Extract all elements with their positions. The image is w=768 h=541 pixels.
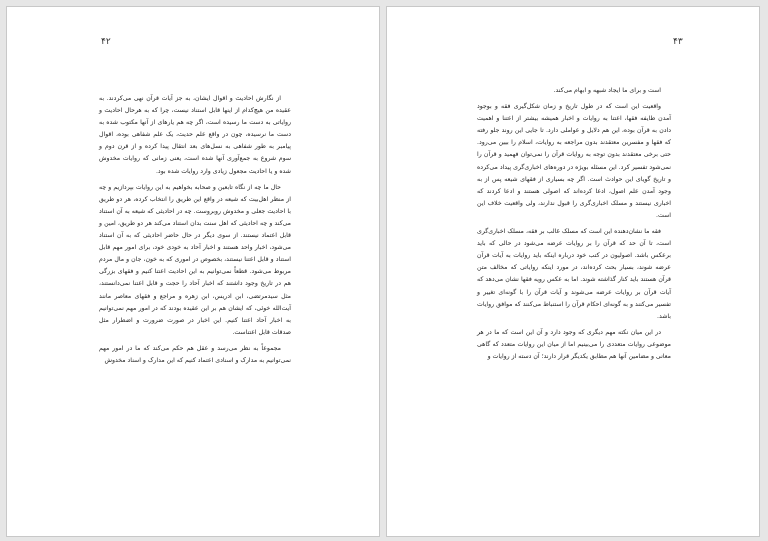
page-number: ۴۲ bbox=[101, 37, 111, 47]
paragraph: مجموعاً به نظر می‌رسد و عقل هم حکم می‌کند که ما در امور مهم نمی‌توانیم به مدارک و اسنادی اعتماد کنیم که این مدارک و اسناد مخدوش bbox=[99, 344, 291, 364]
paragraph: در این میان نکته مهم دیگری که وجود دارد و آن این است که ما در هر موضوعی روایات متعددی را می‌بینیم اما از میان این روایات متعدد که گاهی معانی و مضامین آنها هم مطابق یکدیگر قرار دارند؛ آن دسته از روایات و bbox=[477, 328, 671, 360]
right-page bbox=[386, 6, 760, 537]
paragraph: واقعیت این است که در طول تاریخ و زمان شکل‌گیری فقه و بوجود آمدن طایفه فقها، اعتنا به روایات و اخبار همیشه بیشتر از اعتنا و اهمیت دادن به قرآن بوده، این هم دلایل و عواملی دارد. تا جایی این روند جلو رفته که فقها و مفسرین معتقدند بدون مراجعه به روایات، اسلام را بیین می‌رود. حتی برخی معتقدند بدون توجه به روایات قرآن را نمی‌توان فهمید و قرآن را نمی‌شود تفسیر کرد. این مسئله بویژه در دوره‌های اخباری‌گری پیداد می‌کرده و تاریخ گویای این حوادث است. اگر چه بسیاری از فقهای شیعه پس از به وجود آمدن علم اصول، ادعا کرده‌اند که اصولی هستند و ادعا کردند که اخباری نیستند و مسلک اخباری‌گری را قبول ندارند، ولی واقعیت خلاف این است. bbox=[477, 103, 671, 219]
left-page bbox=[6, 6, 380, 537]
paragraph: از نگارش احادیث و اقوال ایشان، به جز آیات قرآن نهی می‌کردند. به عقیده من هیچ‌کدام از اینها قابل استناد نیست، چرا که به هرحال احادیث و روایاتی به دست ما رسیده است، اگر چه هم یارهای از آنها مکتوب شده به دست ما نرسیده، چون در واقع علم حدیث، یک علم شفاهی بوده، اقوال پیامبر به طور شفاهی به نسل‌های بعد انتقال پیدا کرده و از قرن دوم و سوم شروع به جمع‌آوری آنها شده است، یعنی زمانی که روایات مخدوش شده و یا احادیث مجعول زیادی وارد روایات شده بود. bbox=[99, 95, 291, 175]
paragraph: فقه ما نشان‌دهنده این است که مسلک غالب بر فقه، مسلک اخباری‌گری است، تا آن حد که قرآن را بر روایات عرضه می‌شود در حالی که باید برعکس باشد. اصولیون در کتب خود درباره اینکه باید روایات به آیات قرآن عرضه شوند، بسیار بحث کرده‌اند، در مورد اینکه روایاتی که مخالف متن قرآن هستند باید کنار گذاشته شوند. اما به عکس رویه فقها نشان می‌دهد که آیات قرآن بر روایات عرضه می‌شوند و آیات قرآن را با گونه‌ای تغییر و تفسیر می‌کنند و به گونه‌ای احکام قرآن را استنباط می‌کنند که موافق روایات باشد. bbox=[477, 228, 671, 320]
paragraph: حال ما چه از نگاه تابعین و صحابه بخواهیم به این روایات بپردازیم و چه از منظر اهل‌بیت که شیعه در واقع این طریق را انتخاب کرده، هر دو طریق با احادیث جعلی و مخدوش روبروست. چه در احادیثی که شیعه به آن استناد می‌کند و چه احادیثی که اهل سنت بدان استناد می‌کند هر دو طریق، امین و قابل اعتماد نیستند. از سوی دیگر در حال حاضر احادیثی که به آن استناد می‌شود، اخبار واحد هستند و اخبار آحاد به خودی خود، برای امور مهم قابل استناد و قابل اعتنا نیستند، بخصوص در اموری که به خون، جان و مال مردم مربوط می‌شود. قطعاً نمی‌توانیم به این احادیث اعتنا کنیم و فقهای بزرگی هم در تاریخ وجود داشتند که اخبار آحاد را حجت و قابل اعتنا نمی‌دانستند، مثل سیدمرتضی، ابن ادریس، ابن زهره و مراجع و فقهای معاصر مانند آیت‌الله خوئی، که ایشان هم بر این عقیده بودند که در امور مهم نمی‌توانیم به اخبار آحاد اعتنا کنیم. این اخبار در صورت ضرورت و اضطرار مثل صدقات قابل اعتناست. bbox=[99, 183, 291, 336]
paragraph: است و برای ما ایجاد شبهه و ابهام می‌کند. bbox=[553, 87, 661, 94]
page-number: ۴۳ bbox=[673, 37, 683, 47]
page-body-text bbox=[99, 93, 291, 371]
page-body-text bbox=[477, 85, 671, 367]
